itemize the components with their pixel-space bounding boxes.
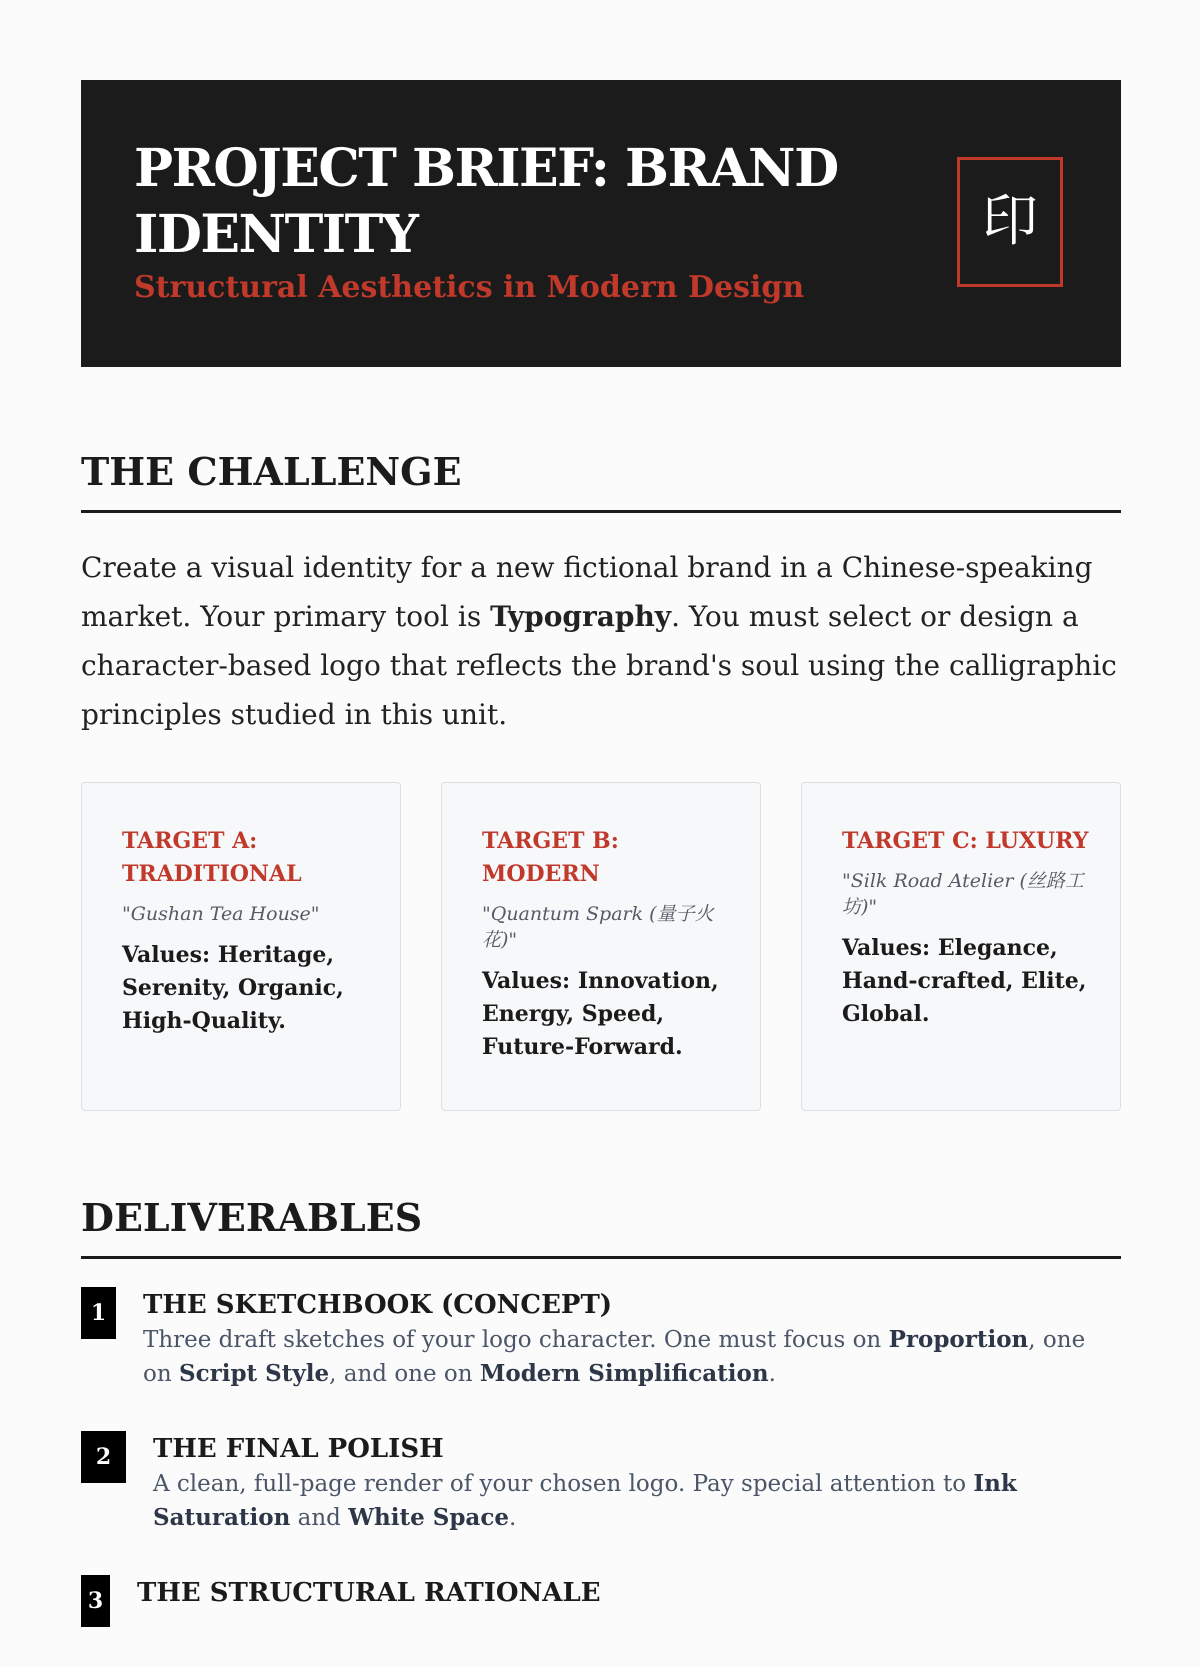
challenge-text-bold: Typography [490, 600, 672, 633]
target-values: Values: Heritage, Serenity, Organic, High-Quality. [122, 942, 344, 1034]
deliverable-description [153, 1467, 1121, 1535]
target-title: TARGET C: LUXURY [842, 828, 1089, 854]
desc-bold: White Space [348, 1504, 509, 1531]
desc-part: A clean, full-page render of your chosen logo. Pay special attention to [153, 1471, 974, 1497]
target-card-c [801, 782, 1121, 1111]
seal-stamp-icon [957, 157, 1063, 287]
challenge-text-part: . You must select or design a character-based logo that reflects the brand's soul using the calligraphic principles studied in this unit. [81, 600, 1117, 731]
desc-bold: Ink Saturation [153, 1470, 1017, 1531]
deliverable-body [137, 1575, 1121, 1611]
deliverable-number-badge: 1 [81, 1287, 116, 1339]
desc-bold: Modern Simplification [479, 1360, 769, 1387]
challenge-heading: THE CHALLENGE [81, 450, 1121, 513]
target-values: Values: Innovation, Energy, Speed, Future-Forward. [482, 968, 719, 1060]
target-brand-name: "Silk Road Atelier (丝路工坊)" [842, 870, 1084, 918]
header-banner [81, 80, 1121, 367]
challenge-text-part: Create a visual identity for a new fictional brand in a Chinese-speaking market. Your primary tool is [81, 551, 1093, 633]
page-title: PROJECT BRIEF: BRAND IDENTITY [134, 138, 838, 265]
deliverable-description [143, 1323, 1121, 1391]
deliverable-body [153, 1431, 1121, 1535]
target-title: TARGET A: TRADITIONAL [122, 828, 302, 887]
target-card-b [441, 782, 761, 1111]
challenge-text [81, 543, 1121, 739]
deliverable-item [81, 1431, 1121, 1535]
deliverable-item [81, 1287, 1121, 1391]
project-brief-page [81, 80, 1121, 1667]
deliverables-heading: DELIVERABLES [81, 1196, 1121, 1259]
desc-bold: Proportion [888, 1326, 1029, 1353]
desc-part: and [290, 1505, 349, 1531]
deliverable-body [143, 1287, 1121, 1391]
deliverables-list [81, 1287, 1121, 1627]
desc-part: , one on [143, 1327, 1086, 1387]
target-cards [81, 782, 1121, 1111]
desc-part: . [508, 1505, 517, 1531]
page-subtitle: Structural Aesthetics in Modern Design [134, 270, 805, 305]
target-brand-name: "Gushan Tea House" [122, 903, 320, 925]
seal-character: 印 [982, 189, 1038, 254]
target-card-a [81, 782, 401, 1111]
deliverable-title: THE STRUCTURAL RATIONALE [137, 1578, 601, 1608]
desc-part: . [768, 1361, 776, 1387]
deliverable-number-badge: 2 [81, 1431, 126, 1483]
deliverable-title: THE SKETCHBOOK (CONCEPT) [143, 1290, 613, 1320]
deliverable-item [81, 1575, 1121, 1627]
deliverable-title: THE FINAL POLISH [153, 1434, 444, 1464]
deliverable-number-badge: 3 [81, 1575, 110, 1627]
target-title: TARGET B: MODERN [482, 828, 619, 887]
desc-part: , and one on [329, 1361, 480, 1387]
target-values: Values: Elegance, Hand-crafted, Elite, Global. [842, 935, 1087, 1027]
desc-bold: Script Style [178, 1360, 330, 1387]
target-brand-name: "Quantum Spark (量子火花)" [482, 903, 714, 951]
desc-part: Three draft sketches of your logo character. One must focus on [143, 1327, 889, 1353]
